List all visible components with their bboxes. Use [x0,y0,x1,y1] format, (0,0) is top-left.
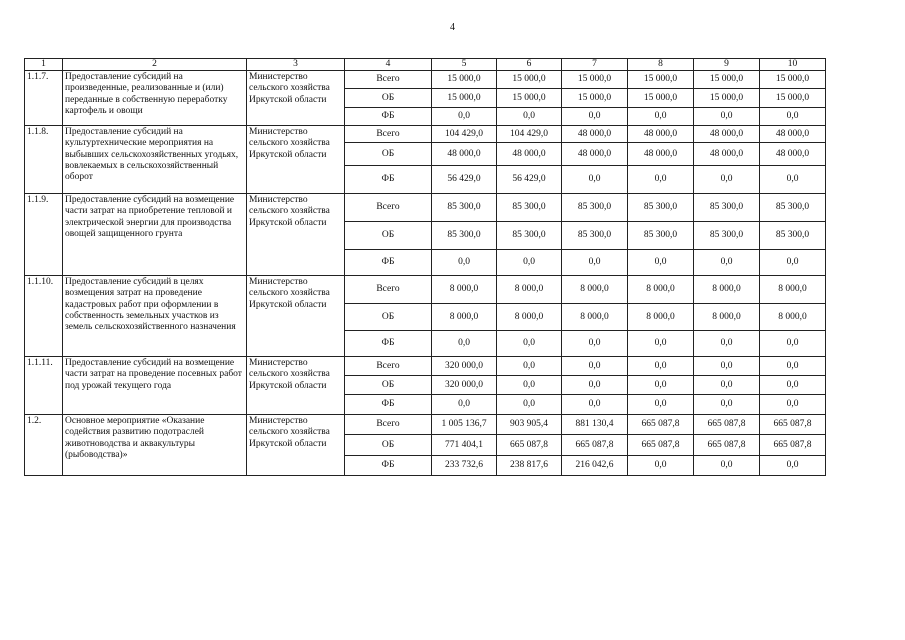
column-header: 4 [345,59,432,71]
column-header: 8 [628,59,694,71]
amount-cell: 0,0 [497,357,562,376]
amount-cell: 8 000,0 [694,276,760,304]
amount-cell: 0,0 [628,250,694,276]
amount-cell: 0,0 [497,108,562,126]
measure-name: Предоставление субсидий на культуртехнические мероприятия на выбывших сельскохозяйственных угодьях, вовлекаемых в сельскохозяйственный оборот [63,126,247,194]
amount-cell: 665 087,8 [628,435,694,456]
amount-cell: 8 000,0 [497,304,562,331]
amount-cell: 665 087,8 [694,415,760,435]
amount-cell: 665 087,8 [562,435,628,456]
funding-source: ФБ [345,395,432,415]
amount-cell: 0,0 [497,250,562,276]
amount-cell: 15 000,0 [628,89,694,108]
amount-cell: 15 000,0 [497,89,562,108]
measure-name: Предоставление субсидий на произведенные, реализованные и (или) переданные в собственную переработку картофель и овощи [63,71,247,126]
amount-cell: 15 000,0 [694,89,760,108]
column-header: 1 [25,59,63,71]
amount-cell: 85 300,0 [432,194,497,222]
funding-source: ФБ [345,456,432,476]
amount-cell: 665 087,8 [694,435,760,456]
amount-cell: 85 300,0 [432,222,497,250]
amount-cell: 881 130,4 [562,415,628,435]
funding-source: Всего [345,126,432,143]
amount-cell: 85 300,0 [694,222,760,250]
measure-number: 1.1.8. [25,126,63,194]
measure-executor: Министерство сельского хозяйства Иркутской области [247,415,345,476]
measure-number: 1.2. [25,415,63,476]
measure-executor: Министерство сельского хозяйства Иркутской области [247,126,345,194]
amount-cell: 665 087,8 [628,415,694,435]
amount-cell: 0,0 [497,376,562,395]
amount-cell: 8 000,0 [562,304,628,331]
amount-cell: 320 000,0 [432,376,497,395]
amount-cell: 85 300,0 [760,222,826,250]
amount-cell: 0,0 [562,166,628,194]
amount-cell: 1 005 136,7 [432,415,497,435]
amount-cell: 771 404,1 [432,435,497,456]
amount-cell: 48 000,0 [628,126,694,143]
amount-cell: 0,0 [628,456,694,476]
amount-cell: 48 000,0 [760,143,826,166]
measure-row [25,357,826,376]
funding-source: ОБ [345,222,432,250]
measure-executor: Министерство сельского хозяйства Иркутской области [247,276,345,357]
funding-source: Всего [345,357,432,376]
page-number: 4 [450,22,455,33]
funding-source: Всего [345,415,432,435]
amount-cell: 0,0 [562,331,628,357]
measure-number: 1.1.7. [25,71,63,126]
amount-cell: 56 429,0 [497,166,562,194]
funding-source: ФБ [345,250,432,276]
amount-cell: 48 000,0 [562,126,628,143]
amount-cell: 85 300,0 [497,222,562,250]
amount-cell: 8 000,0 [628,276,694,304]
amount-cell: 0,0 [760,395,826,415]
measure-row [25,126,826,143]
amount-cell: 0,0 [694,357,760,376]
measure-number: 1.1.11. [25,357,63,415]
amount-cell: 85 300,0 [694,194,760,222]
amount-cell: 0,0 [628,376,694,395]
amount-cell: 48 000,0 [432,143,497,166]
amount-cell: 85 300,0 [562,222,628,250]
amount-cell: 15 000,0 [760,89,826,108]
measure-row [25,194,826,222]
measure-name: Предоставление субсидий на возмещение части затрат на проведение посевных работ под урожай текущего года [63,357,247,415]
amount-cell: 320 000,0 [432,357,497,376]
measure-number: 1.1.10. [25,276,63,357]
column-header: 6 [497,59,562,71]
funding-source: Всего [345,71,432,89]
amount-cell: 85 300,0 [760,194,826,222]
budget-table [24,58,826,476]
amount-cell: 48 000,0 [694,143,760,166]
amount-cell: 104 429,0 [432,126,497,143]
amount-cell: 48 000,0 [628,143,694,166]
column-header: 7 [562,59,628,71]
amount-cell: 15 000,0 [628,71,694,89]
amount-cell: 0,0 [694,166,760,194]
measure-number: 1.1.9. [25,194,63,276]
amount-cell: 0,0 [694,456,760,476]
column-header: 10 [760,59,826,71]
amount-cell: 8 000,0 [760,304,826,331]
amount-cell: 0,0 [760,166,826,194]
amount-cell: 665 087,8 [760,435,826,456]
amount-cell: 85 300,0 [628,194,694,222]
amount-cell: 0,0 [694,331,760,357]
amount-cell: 8 000,0 [562,276,628,304]
column-header: 9 [694,59,760,71]
amount-cell: 0,0 [562,108,628,126]
funding-source: ФБ [345,108,432,126]
funding-source: ОБ [345,435,432,456]
amount-cell: 56 429,0 [432,166,497,194]
amount-cell: 15 000,0 [432,71,497,89]
amount-cell: 0,0 [760,357,826,376]
amount-cell: 0,0 [432,331,497,357]
amount-cell: 665 087,8 [497,435,562,456]
amount-cell: 0,0 [628,395,694,415]
amount-cell: 15 000,0 [562,71,628,89]
column-number-row [25,59,826,71]
funding-source: ОБ [345,89,432,108]
amount-cell: 48 000,0 [497,143,562,166]
amount-cell: 48 000,0 [760,126,826,143]
amount-cell: 0,0 [694,395,760,415]
amount-cell: 0,0 [760,376,826,395]
amount-cell: 0,0 [628,108,694,126]
amount-cell: 0,0 [562,376,628,395]
measure-name: Предоставление субсидий на возмещение части затрат на приобретение тепловой и электрической энергии для производства овощей защищенного грунта [63,194,247,276]
measure-row [25,71,826,89]
funding-source: ФБ [345,166,432,194]
column-header: 2 [63,59,247,71]
amount-cell: 0,0 [432,250,497,276]
amount-cell: 665 087,8 [760,415,826,435]
measure-row [25,415,826,435]
measure-executor: Министерство сельского хозяйства Иркутской области [247,357,345,415]
amount-cell: 238 817,6 [497,456,562,476]
amount-cell: 8 000,0 [628,304,694,331]
funding-source: Всего [345,194,432,222]
amount-cell: 0,0 [497,331,562,357]
amount-cell: 0,0 [497,395,562,415]
amount-cell: 15 000,0 [497,71,562,89]
amount-cell: 0,0 [760,331,826,357]
column-header: 5 [432,59,497,71]
amount-cell: 15 000,0 [760,71,826,89]
amount-cell: 8 000,0 [432,304,497,331]
amount-cell: 0,0 [432,108,497,126]
funding-source: Всего [345,276,432,304]
amount-cell: 233 732,6 [432,456,497,476]
amount-cell: 8 000,0 [497,276,562,304]
measure-executor: Министерство сельского хозяйства Иркутской области [247,71,345,126]
amount-cell: 0,0 [760,108,826,126]
amount-cell: 0,0 [628,331,694,357]
amount-cell: 0,0 [562,357,628,376]
amount-cell: 15 000,0 [562,89,628,108]
amount-cell: 0,0 [628,357,694,376]
amount-cell: 8 000,0 [694,304,760,331]
amount-cell: 0,0 [562,250,628,276]
amount-cell: 0,0 [760,250,826,276]
amount-cell: 85 300,0 [562,194,628,222]
amount-cell: 903 905,4 [497,415,562,435]
amount-cell: 0,0 [694,108,760,126]
column-header: 3 [247,59,345,71]
measure-row [25,276,826,304]
amount-cell: 8 000,0 [432,276,497,304]
amount-cell: 216 042,6 [562,456,628,476]
amount-cell: 0,0 [694,250,760,276]
amount-cell: 0,0 [562,395,628,415]
amount-cell: 0,0 [628,166,694,194]
amount-cell: 0,0 [694,376,760,395]
amount-cell: 85 300,0 [497,194,562,222]
amount-cell: 15 000,0 [694,71,760,89]
measure-name: Основное мероприятие «Оказание содействия развитию подотраслей животноводства и аквакультуры (рыбоводства)» [63,415,247,476]
funding-source: ОБ [345,304,432,331]
amount-cell: 8 000,0 [760,276,826,304]
amount-cell: 104 429,0 [497,126,562,143]
funding-source: ОБ [345,143,432,166]
funding-source: ФБ [345,331,432,357]
amount-cell: 0,0 [432,395,497,415]
amount-cell: 15 000,0 [432,89,497,108]
amount-cell: 48 000,0 [694,126,760,143]
amount-cell: 0,0 [760,456,826,476]
funding-source: ОБ [345,376,432,395]
amount-cell: 48 000,0 [562,143,628,166]
amount-cell: 85 300,0 [628,222,694,250]
measure-name: Предоставление субсидий в целях возмещения затрат на проведение кадастровых работ при оформлении в собственность земельных участков из земель сельскохозяйственного назначения [63,276,247,357]
measure-executor: Министерство сельского хозяйства Иркутской области [247,194,345,276]
